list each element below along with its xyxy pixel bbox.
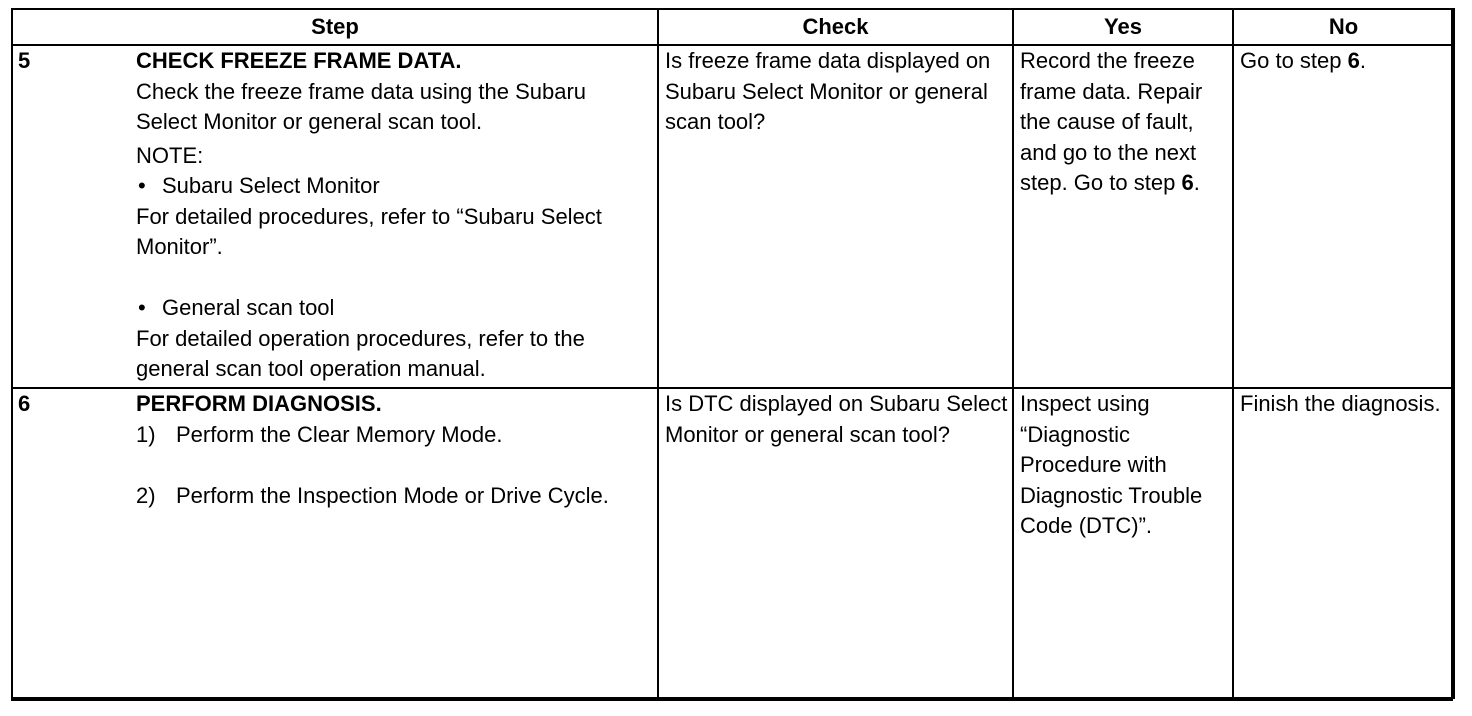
no-cell: Go to step 6.	[1233, 45, 1454, 388]
header-check: Check	[658, 9, 1013, 45]
list-text: Perform the Inspection Mode or Drive Cycle.	[176, 482, 609, 508]
table-row	[12, 45, 1454, 388]
step-number: 6	[18, 391, 31, 416]
list-marker: 2)	[136, 482, 156, 508]
bullet-text: For detailed procedures, refer to “Subaru Select Monitor”.	[136, 203, 602, 259]
bullet-text: For detailed operation procedures, refer to the general scan tool operation manual.	[136, 325, 585, 381]
step-cell	[12, 388, 658, 698]
table-row	[12, 388, 1454, 698]
header-yes: Yes	[1013, 9, 1233, 45]
bullet-item	[136, 293, 653, 324]
bullet-label: Subaru Select Monitor	[162, 173, 380, 198]
bullet-item	[136, 171, 653, 202]
step-number: 5	[18, 48, 31, 73]
list-item	[136, 481, 653, 512]
no-cell: Finish the diagnosis.	[1233, 388, 1454, 698]
step-intro: Check the freeze frame data using the Subaru Select Monitor or general scan tool.	[136, 78, 587, 134]
list-marker: 1)	[136, 421, 156, 447]
no-step-ref: 6	[1347, 48, 1360, 73]
diagnosis-table	[11, 8, 1455, 699]
bullet-glyph: •	[138, 173, 146, 198]
yes-cell: Record the freeze frame data. Repair the cause of fault, and go to the next step. Go to step 6.	[1013, 45, 1233, 388]
header-row	[12, 9, 1454, 45]
step-title: CHECK FREEZE FRAME DATA.	[136, 48, 462, 73]
note-label: NOTE:	[136, 142, 204, 168]
bullet-glyph: •	[138, 295, 146, 320]
step-title: PERFORM DIAGNOSIS.	[136, 391, 382, 416]
yes-step-ref: 6	[1181, 170, 1194, 195]
no-text: Go to step	[1240, 48, 1342, 73]
list-item	[136, 420, 653, 451]
check-cell: Is freeze frame data displayed on Subaru Select Monitor or general scan tool?	[658, 45, 1013, 388]
yes-text: Record the freeze frame data. Repair the cause of fault, and go to the next step. Go to step	[1020, 48, 1203, 195]
header-step: Step	[12, 9, 658, 45]
header-no: No	[1233, 9, 1454, 45]
check-cell: Is DTC displayed on Subaru Select Monitor or general scan tool?	[658, 388, 1013, 698]
list-text: Perform the Clear Memory Mode.	[176, 421, 503, 447]
yes-cell: Inspect using “Diagnostic Procedure with Diagnostic Trouble Code (DTC)”.	[1013, 388, 1233, 698]
bullet-label: General scan tool	[162, 295, 335, 320]
step-cell	[12, 45, 658, 388]
